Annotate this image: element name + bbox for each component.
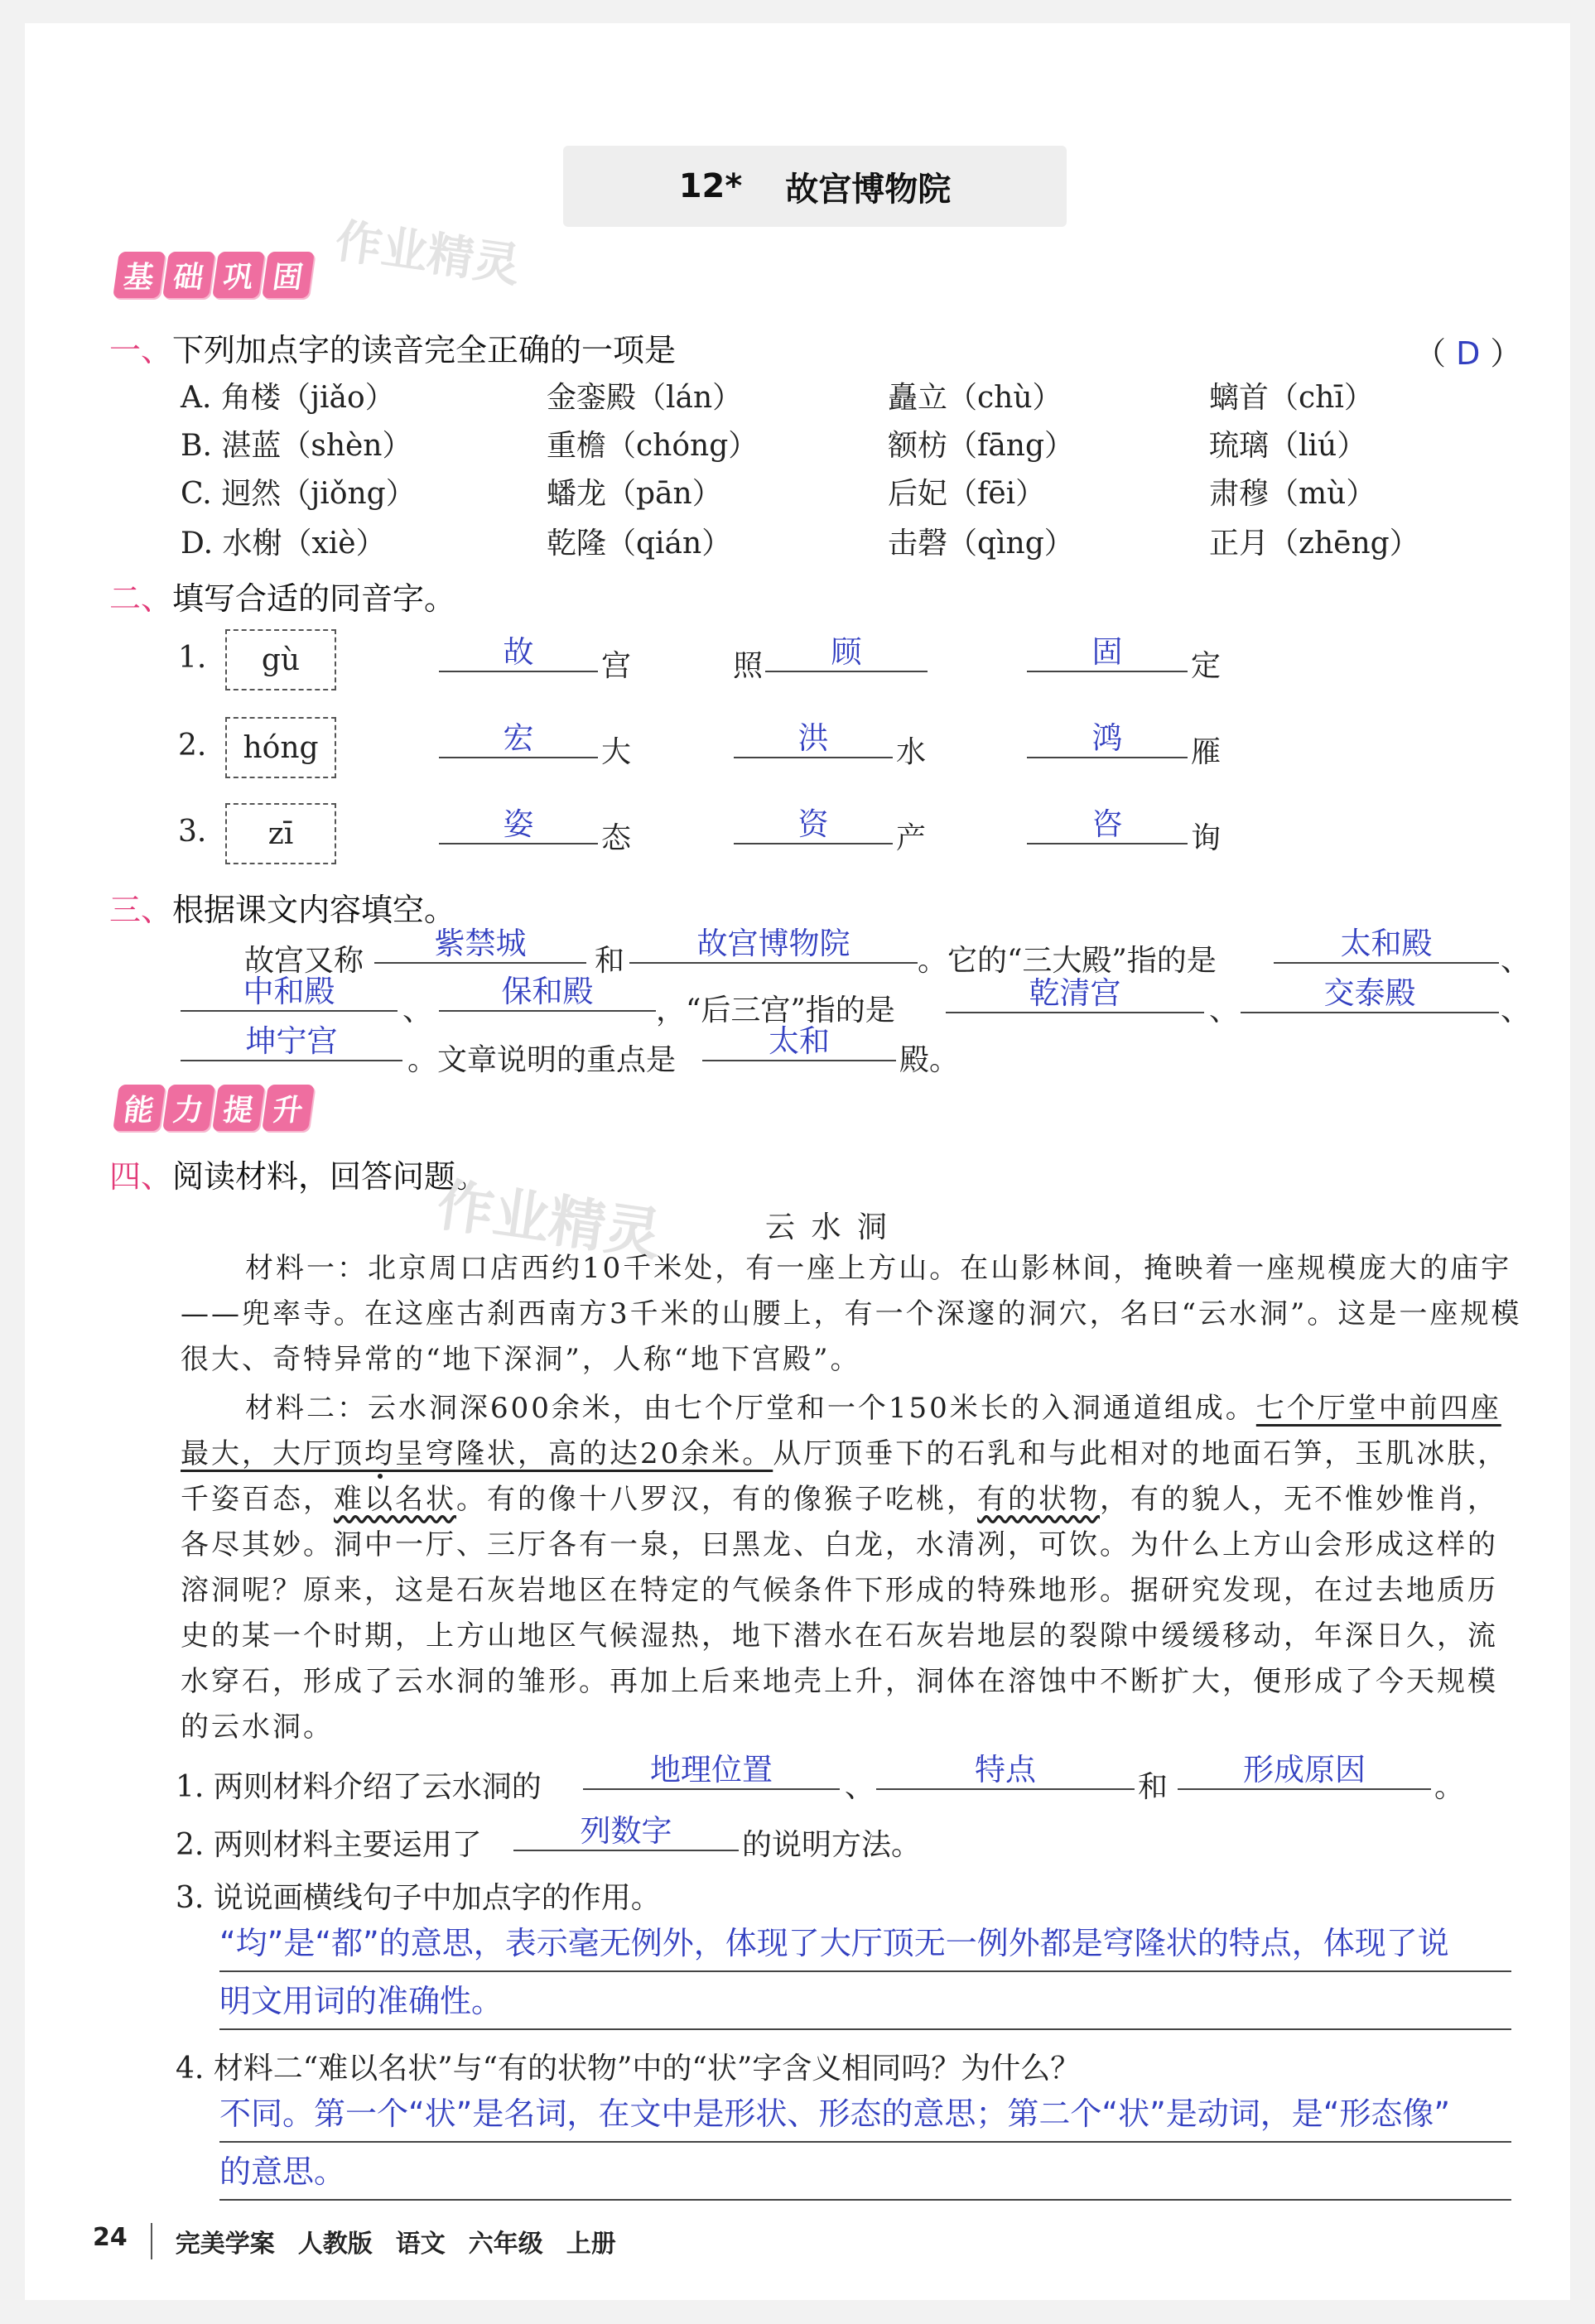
q2-answer-1: 宏 xyxy=(439,720,598,758)
footer-divider xyxy=(151,2223,152,2259)
badge-char: 固 xyxy=(262,252,315,298)
q4-heading xyxy=(109,1151,487,1196)
watermark: 作业精灵 xyxy=(331,214,523,294)
q3-heading xyxy=(109,884,455,930)
q3-text: ，“后三宫”指的是 xyxy=(656,994,895,1027)
watermark: 作业精灵 xyxy=(432,1172,666,1269)
material-2 xyxy=(181,1386,1522,1750)
reading-title: 云 水 洞 xyxy=(765,1210,890,1244)
sq2-text: 2. 两则材料主要运用了 xyxy=(176,1828,482,1862)
material-2-text: 从厅顶垂下的石乳和与此相对的地面石笋，玉肌冰肤，千姿百态， xyxy=(181,1437,1509,1516)
sq4-answer-line-1: 不同。第一个“状”是名词，在文中是形状、形态的意思；第二个“状”是动词，是“形态像” xyxy=(219,2085,1511,2143)
q1-option-d-4: 正月（zhēng） xyxy=(1209,527,1419,561)
q4-prompt: 阅读材料，回答问题。 xyxy=(172,1158,488,1195)
sq4-answer xyxy=(219,2085,1511,2201)
q2-suffix-3: 定 xyxy=(1191,649,1222,683)
lesson-title-box xyxy=(563,146,1067,227)
q1-option-a: A. 角楼（jiǎo） xyxy=(181,381,395,415)
q2-suffix-1: 大 xyxy=(601,735,632,769)
q1-option-a-3: 矗立（chù） xyxy=(888,381,1063,415)
underlined-part: 七个厅堂中前四座最大，大厅顶 xyxy=(181,1392,1501,1470)
q2-suffix-1: 宫 xyxy=(601,649,632,683)
q1-option-c-3: 后妃（fēi） xyxy=(888,477,1046,511)
lesson-title: 故宫博物院 xyxy=(785,170,952,209)
q3-text: 。它的“三大殿”指的是 xyxy=(918,944,1217,978)
sq1-text: 、 xyxy=(845,1770,875,1804)
badge-basic xyxy=(116,252,311,298)
sq3-answer-line-1: “均”是“都”的意思，表示毫无例外，体现了大厅顶无一例外都是穹隆状的特点，体现了说 xyxy=(219,1914,1511,1972)
q1-option-c: C. 迥然（jiǒng） xyxy=(181,477,416,511)
edition: 人教版 xyxy=(297,2230,373,2259)
material-2-text: 材料二：云水洞深600余米，由七个厅堂和一个150米长的入洞通道组成。 xyxy=(245,1392,1256,1425)
q1-option-d-3: 击磬（qìng） xyxy=(888,527,1074,561)
q3-answer-1: 紫禁城 xyxy=(374,926,586,964)
q2-suffix-3: 询 xyxy=(1191,821,1222,855)
q1-option-b-2: 重檐（chóng） xyxy=(547,429,759,463)
q2-suffix-3: 雁 xyxy=(1191,735,1222,769)
wavy-phrase-1: 难以名状 xyxy=(334,1483,456,1516)
sq4-text: 4. 材料二“难以名状”与“有的状物”中的“状”字含义相同吗？为什么？ xyxy=(176,2052,1081,2086)
q3-text: 、 xyxy=(402,994,433,1027)
grade: 六年级 xyxy=(468,2230,543,2259)
q2-answer-2: 顾 xyxy=(765,634,928,672)
subject: 语文 xyxy=(395,2230,446,2259)
q1-option-d: D. 水榭（xiè） xyxy=(181,527,386,561)
q2-answer-3: 固 xyxy=(1027,634,1188,672)
footer xyxy=(93,2223,616,2259)
q3-text: 。文章说明的重点是 xyxy=(407,1043,677,1077)
q2-suffix-2: 产 xyxy=(896,821,927,855)
sq1-text: 。 xyxy=(1434,1770,1465,1804)
q3-text: 殿。 xyxy=(899,1043,960,1077)
sq1-answer-2: 特点 xyxy=(876,1752,1135,1790)
q2-answer-1: 姿 xyxy=(439,806,598,844)
q3-text: 和 xyxy=(595,944,625,978)
q2-prompt: 填写合适的同音字。 xyxy=(172,580,456,617)
q1-option-a-4: 螭首（chī） xyxy=(1209,381,1374,415)
q2-row-index: 3. xyxy=(178,815,207,849)
sq3-text: 3. 说说画横线句子中加点字的作用。 xyxy=(176,1881,661,1915)
sq2-answer: 列数字 xyxy=(513,1813,739,1851)
sq3-answer xyxy=(219,1914,1511,2030)
q2-pinyin-box: zī xyxy=(225,803,336,864)
q1-option-a-2: 金銮殿（lán） xyxy=(547,381,743,415)
q2-number: 二、 xyxy=(109,580,173,617)
page-number: 24 xyxy=(93,2223,128,2252)
q1-option-c-2: 蟠龙（pān） xyxy=(547,477,722,511)
q3-text: 、 xyxy=(1209,994,1240,1027)
badge-advanced xyxy=(116,1085,311,1131)
q2-answer-2: 洪 xyxy=(734,720,893,758)
q3-answer-7: 交泰殿 xyxy=(1241,975,1499,1013)
q3-number: 三、 xyxy=(109,892,173,928)
lesson-number: 12* xyxy=(678,167,743,205)
q2-prefix-2: 照 xyxy=(733,649,764,683)
q3-text: 、 xyxy=(1501,994,1531,1027)
q3-answer-5: 保和殿 xyxy=(439,974,656,1012)
sq1-text: 1. 两则材料介绍了云水洞的 xyxy=(176,1770,542,1804)
q2-pinyin-box: hóng xyxy=(225,717,336,778)
q2-suffix-2: 水 xyxy=(896,735,927,769)
badge-char: 基 xyxy=(113,252,166,298)
badge-char: 础 xyxy=(162,252,215,298)
sq1-answer-3: 形成原因 xyxy=(1178,1752,1431,1790)
badge-char: 能 xyxy=(113,1085,166,1131)
q2-row-index: 1. xyxy=(178,641,207,675)
badge-char: 提 xyxy=(212,1085,265,1131)
material-2-text: 。有的像十八罗汉，有的像猴子吃桃， xyxy=(456,1483,977,1516)
sq1-text: 和 xyxy=(1138,1770,1169,1804)
q3-text: 故宫又称 xyxy=(244,944,364,978)
q2-heading xyxy=(109,573,455,618)
badge-char: 力 xyxy=(162,1085,215,1131)
volume: 上册 xyxy=(566,2230,616,2259)
q3-answer-6: 乾清宫 xyxy=(946,975,1204,1013)
wavy-phrase-2: 有的状物 xyxy=(977,1483,1100,1516)
q2-answer-1: 故 xyxy=(439,634,598,672)
q3-answer-3: 太和殿 xyxy=(1274,926,1499,964)
sq1-answer-1: 地理位置 xyxy=(583,1752,840,1790)
q2-suffix-1: 态 xyxy=(601,821,632,855)
q2-answer-3: 鸿 xyxy=(1027,720,1188,758)
book-name: 完美学案 xyxy=(175,2230,275,2259)
underlined-part: 呈穹隆状，高的达20余米。 xyxy=(395,1437,773,1470)
q2-pinyin-box: gù xyxy=(225,629,336,690)
q1-option-b-3: 额枋（fāng） xyxy=(888,429,1075,463)
q3-answer-4: 中和殿 xyxy=(181,974,398,1012)
q2-answer-2: 资 xyxy=(734,806,893,844)
q3-answer-8: 坤宁宫 xyxy=(181,1023,402,1061)
q1-number: 一、 xyxy=(109,332,173,368)
q1-prompt: 下列加点字的读音完全正确的一项是 xyxy=(172,332,677,368)
q4-number: 四、 xyxy=(109,1158,173,1195)
sq2-text: 的说明方法。 xyxy=(742,1828,922,1862)
q1-answer-bracket: （ D ） xyxy=(1414,335,1522,372)
q3-answer-9: 太和 xyxy=(702,1023,896,1061)
sq3-answer-line-2: 明文用词的准确性。 xyxy=(219,1972,1511,2030)
q1-heading xyxy=(109,325,676,370)
q1-option-c-4: 肃穆（mù） xyxy=(1209,477,1376,511)
q2-answer-3: 咨 xyxy=(1027,806,1188,844)
badge-char: 巩 xyxy=(212,252,265,298)
q2-row-index: 2. xyxy=(178,729,207,763)
q3-prompt: 根据课文内容填空。 xyxy=(172,892,456,928)
badge-char: 升 xyxy=(262,1085,315,1131)
q1-answer: D xyxy=(1456,335,1481,372)
q3-answer-2: 故宫博物院 xyxy=(629,926,918,964)
material-1: 材料一：北京周口店西约10千米处，有一座上方山。在山影林间，掩映着一座规模庞大的庙宇——兜率寺。在这座古刹西南方3千米的山腰上，有一个深邃的洞穴，名曰“云水洞”。这是一座规模很大、奇特异常的“地下深洞”，人称“地下宫殿”。 xyxy=(181,1252,1522,1376)
q1-option-d-2: 乾隆（qián） xyxy=(547,527,732,561)
q1-option-b-4: 琉璃（liú） xyxy=(1209,429,1367,463)
q3-text: 、 xyxy=(1501,944,1531,978)
sq4-answer-line-2: 的意思。 xyxy=(219,2143,1511,2201)
q1-option-b: B. 湛蓝（shèn） xyxy=(181,429,412,463)
material-2-text: ，有的貌人，无不惟妙惟肖，各尽其妙。洞中一厅、三厅各有一泉，曰黑龙、白龙，水清冽，可饮。为什么上方山会形成这样的溶洞呢？原来，这是石灰岩地区在特定的气候条件下形成的特殊地形。据研究发现，在过去地质历史的某一个时期，上方山地区气候湿热，地下潜水在石灰岩地层的裂隙中缓缓移动，年深日久，流水穿石，形成了云水洞的雏形。再加上后来地壳上升，洞体在溶蚀中不断扩大，便形成了今天规模的云水洞。 xyxy=(181,1483,1498,1744)
dotted-char: 均 xyxy=(364,1437,395,1470)
